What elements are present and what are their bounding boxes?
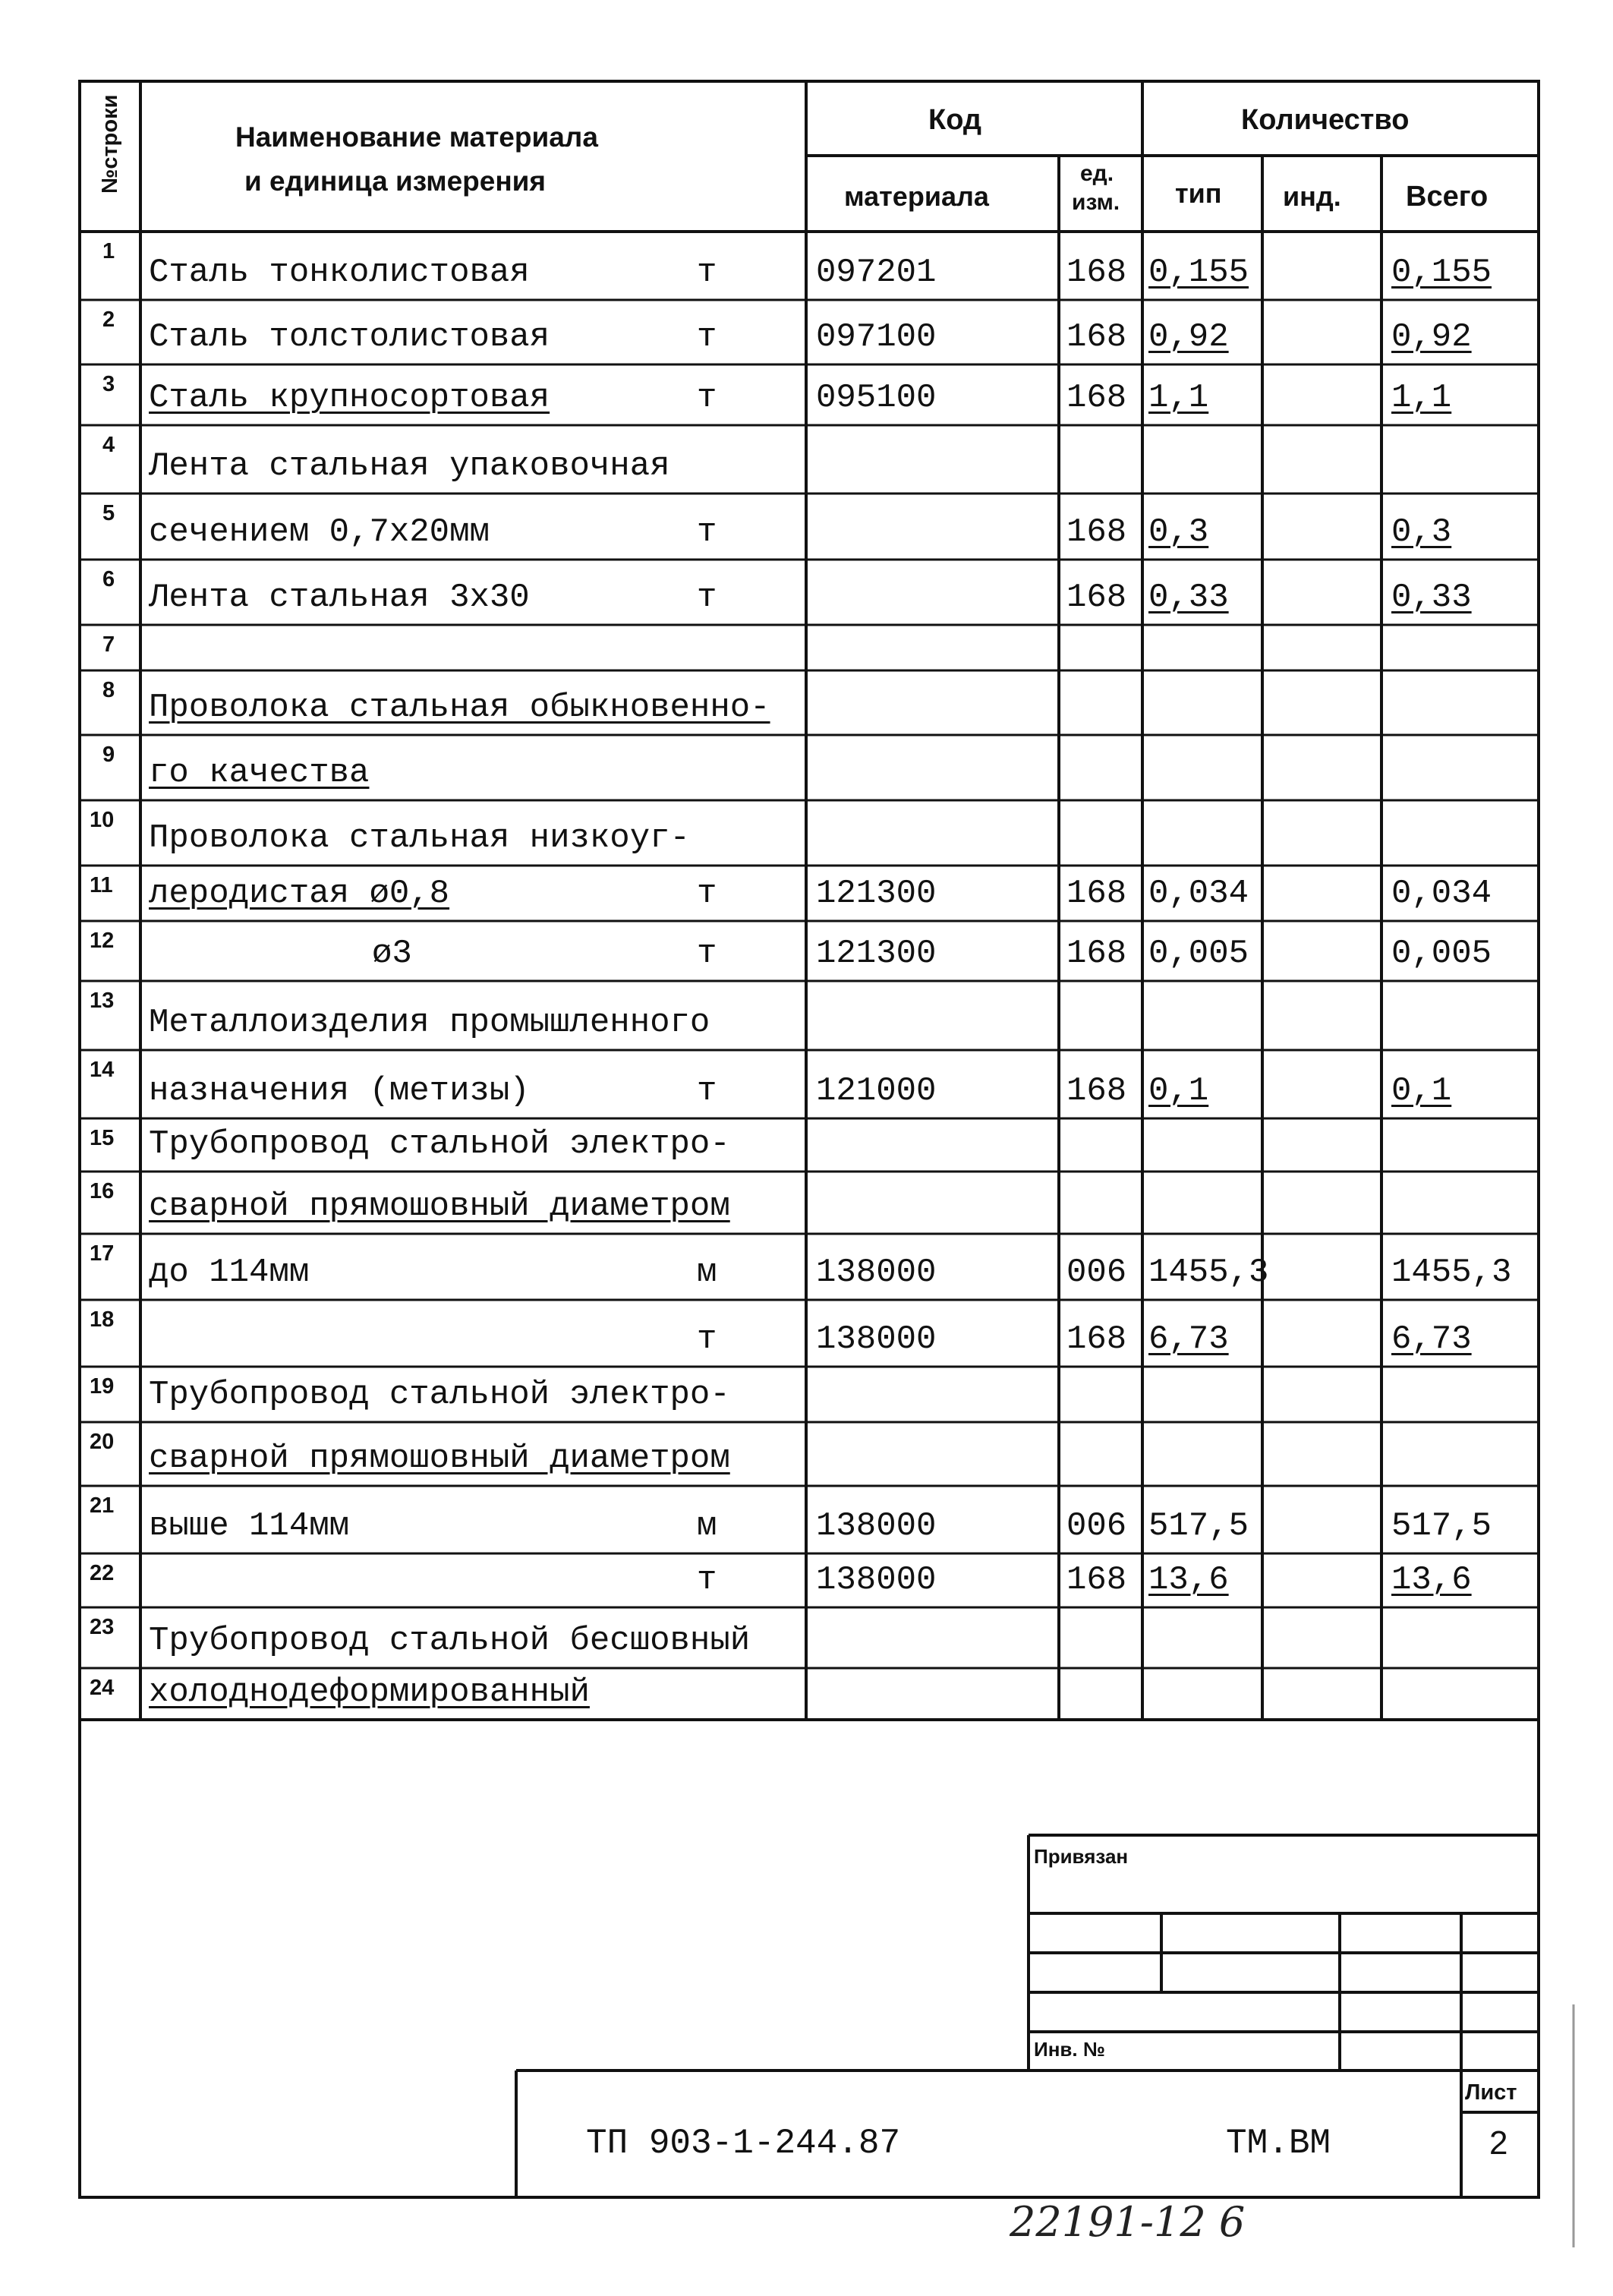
material-name: Трубопровод стальной электро- xyxy=(149,1376,730,1414)
privyazan-label: Привязан xyxy=(1034,1845,1129,1868)
unit-abbreviation: т xyxy=(697,1561,717,1599)
row-number: 19 xyxy=(90,1374,115,1399)
row-number: 3 xyxy=(102,372,115,396)
individual-header: инд. xyxy=(1283,181,1341,212)
row-number: 20 xyxy=(90,1430,115,1454)
sheet-number: 2 xyxy=(1489,2124,1508,2162)
material-name: сварной прямошовный диаметром xyxy=(149,1440,730,1478)
unit-code: 168 xyxy=(1066,1072,1127,1110)
row-number: 13 xyxy=(90,989,115,1013)
quantity-type: 517,5 xyxy=(1148,1507,1249,1545)
unit-code: 168 xyxy=(1066,1561,1127,1599)
type-header: тип xyxy=(1175,178,1222,209)
material-name: Сталь толстолистовая xyxy=(149,318,550,356)
unit-header-line2: изм. xyxy=(1072,190,1120,215)
material-code: 138000 xyxy=(816,1320,937,1358)
row-number: 10 xyxy=(90,808,115,832)
material-code: 138000 xyxy=(816,1254,937,1292)
row-number-header: №строки xyxy=(98,94,122,194)
quantity-type: 13,6 xyxy=(1148,1561,1229,1599)
quantity-type: 1455,3 xyxy=(1148,1254,1269,1292)
quantity-header: Количество xyxy=(1241,104,1410,136)
unit-abbreviation: т xyxy=(697,1320,717,1358)
unit-code: 168 xyxy=(1066,875,1127,913)
total-header: Всего xyxy=(1406,181,1489,213)
material-code: 121300 xyxy=(816,875,937,913)
quantity-total: 517,5 xyxy=(1391,1507,1492,1545)
quantity-total: 0,92 xyxy=(1391,318,1472,356)
quantity-total: 6,73 xyxy=(1391,1320,1472,1358)
unit-code: 168 xyxy=(1066,254,1127,292)
quantity-type: 0,33 xyxy=(1148,579,1229,617)
quantity-type: 0,034 xyxy=(1148,875,1249,913)
material-name: Проволока стальная низкоуг- xyxy=(149,819,690,857)
row-number: 6 xyxy=(102,567,115,591)
material-code: 138000 xyxy=(816,1561,937,1599)
quantity-total: 1455,3 xyxy=(1391,1254,1512,1292)
unit-abbreviation: т xyxy=(697,379,717,417)
material-name: Трубопровод стальной электро- xyxy=(149,1125,730,1163)
unit-code: 168 xyxy=(1066,1320,1127,1358)
row-number: 18 xyxy=(90,1307,115,1332)
handwritten-archive-number: 22191-12 6 xyxy=(1010,2198,1246,2246)
quantity-type: 6,73 xyxy=(1148,1320,1229,1358)
material-code: 097201 xyxy=(816,254,937,292)
quantity-total: 0,005 xyxy=(1391,935,1492,973)
row-number: 16 xyxy=(90,1179,115,1203)
material-name: Трубопровод стальной бесшовный xyxy=(149,1622,751,1660)
unit-abbreviation: т xyxy=(697,875,717,913)
material-name: Металлоизделия промышленного xyxy=(149,1004,710,1042)
unit-abbreviation: т xyxy=(697,513,717,551)
material-name: назначения (метизы) xyxy=(149,1072,530,1110)
document-mark: ТМ.ВМ xyxy=(1226,2124,1331,2163)
row-number: 12 xyxy=(90,929,115,953)
material-name: холоднодеформированный xyxy=(149,1673,590,1711)
unit-code: 168 xyxy=(1066,318,1127,356)
code-header: Код xyxy=(928,104,982,136)
unit-code: 168 xyxy=(1066,379,1127,417)
quantity-type: 0,005 xyxy=(1148,935,1249,973)
unit-abbreviation: т xyxy=(697,935,717,973)
unit-code: 168 xyxy=(1066,513,1127,551)
material-name: леродистая ø0,8 xyxy=(149,875,450,913)
unit-abbreviation: т xyxy=(697,1072,717,1110)
material-name: Лента стальная 3х30 xyxy=(149,579,530,617)
material-name: го качества xyxy=(149,754,370,792)
name-header-line1: Наименование материала xyxy=(235,121,598,153)
material-name: сечением 0,7х20мм xyxy=(149,513,490,551)
row-number: 2 xyxy=(102,308,115,332)
unit-code: 006 xyxy=(1066,1254,1127,1292)
material-code: 095100 xyxy=(816,379,937,417)
quantity-type: 1,1 xyxy=(1148,379,1209,417)
row-number: 8 xyxy=(102,678,115,702)
material-name: Лента стальная упаковочная xyxy=(149,447,670,485)
name-header-line2: и единица измерения xyxy=(244,166,547,197)
row-number: 5 xyxy=(102,501,115,525)
quantity-total: 0,3 xyxy=(1391,513,1452,551)
row-number: 23 xyxy=(90,1615,115,1639)
quantity-total: 0,33 xyxy=(1391,579,1472,617)
material-code: 097100 xyxy=(816,318,937,356)
quantity-total: 0,155 xyxy=(1391,254,1492,292)
unit-header-line1: ед. xyxy=(1080,161,1114,186)
material-name: до 114мм xyxy=(149,1254,310,1292)
material-code: 121000 xyxy=(816,1072,937,1110)
row-number: 21 xyxy=(90,1493,115,1518)
unit-abbreviation: т xyxy=(697,318,717,356)
material-name: Сталь тонколистовая xyxy=(149,254,530,292)
row-number: 24 xyxy=(90,1676,115,1700)
unit-code: 168 xyxy=(1066,935,1127,973)
row-number: 1 xyxy=(102,239,115,263)
material-name: Сталь крупносортовая xyxy=(149,379,550,417)
row-number: 15 xyxy=(90,1126,115,1150)
quantity-type: 0,3 xyxy=(1148,513,1209,551)
document-code: ТП 903-1-244.87 xyxy=(586,2124,901,2163)
row-number: 14 xyxy=(90,1058,115,1082)
unit-abbreviation: т xyxy=(697,254,717,292)
row-number: 17 xyxy=(90,1241,115,1266)
material-code: 138000 xyxy=(816,1507,937,1545)
row-number: 22 xyxy=(90,1561,115,1585)
row-number: 11 xyxy=(90,873,113,897)
row-number: 4 xyxy=(102,433,115,457)
quantity-type: 0,92 xyxy=(1148,318,1229,356)
unit-abbreviation: м xyxy=(697,1507,717,1545)
quantity-type: 0,155 xyxy=(1148,254,1249,292)
sheet-label: Лист xyxy=(1465,2080,1517,2105)
row-number: 9 xyxy=(102,743,115,767)
quantity-total: 0,034 xyxy=(1391,875,1492,913)
unit-abbreviation: м xyxy=(697,1254,717,1292)
material-name: выше 114мм xyxy=(149,1507,350,1545)
quantity-total: 1,1 xyxy=(1391,379,1452,417)
material-name: сварной прямошовный диаметром xyxy=(149,1187,730,1225)
quantity-total: 0,1 xyxy=(1391,1072,1452,1110)
material-name: Проволока стальная обыкновенно- xyxy=(149,689,770,727)
material-code: 121300 xyxy=(816,935,937,973)
material-name: ø3 xyxy=(372,935,412,973)
row-number: 7 xyxy=(102,632,115,657)
inventory-number-label: Инв. № xyxy=(1034,2038,1105,2061)
unit-code: 006 xyxy=(1066,1507,1127,1545)
quantity-type: 0,1 xyxy=(1148,1072,1209,1110)
unit-code: 168 xyxy=(1066,579,1127,617)
unit-abbreviation: т xyxy=(697,579,717,617)
quantity-total: 13,6 xyxy=(1391,1561,1472,1599)
material-code-header: материала xyxy=(844,181,989,212)
